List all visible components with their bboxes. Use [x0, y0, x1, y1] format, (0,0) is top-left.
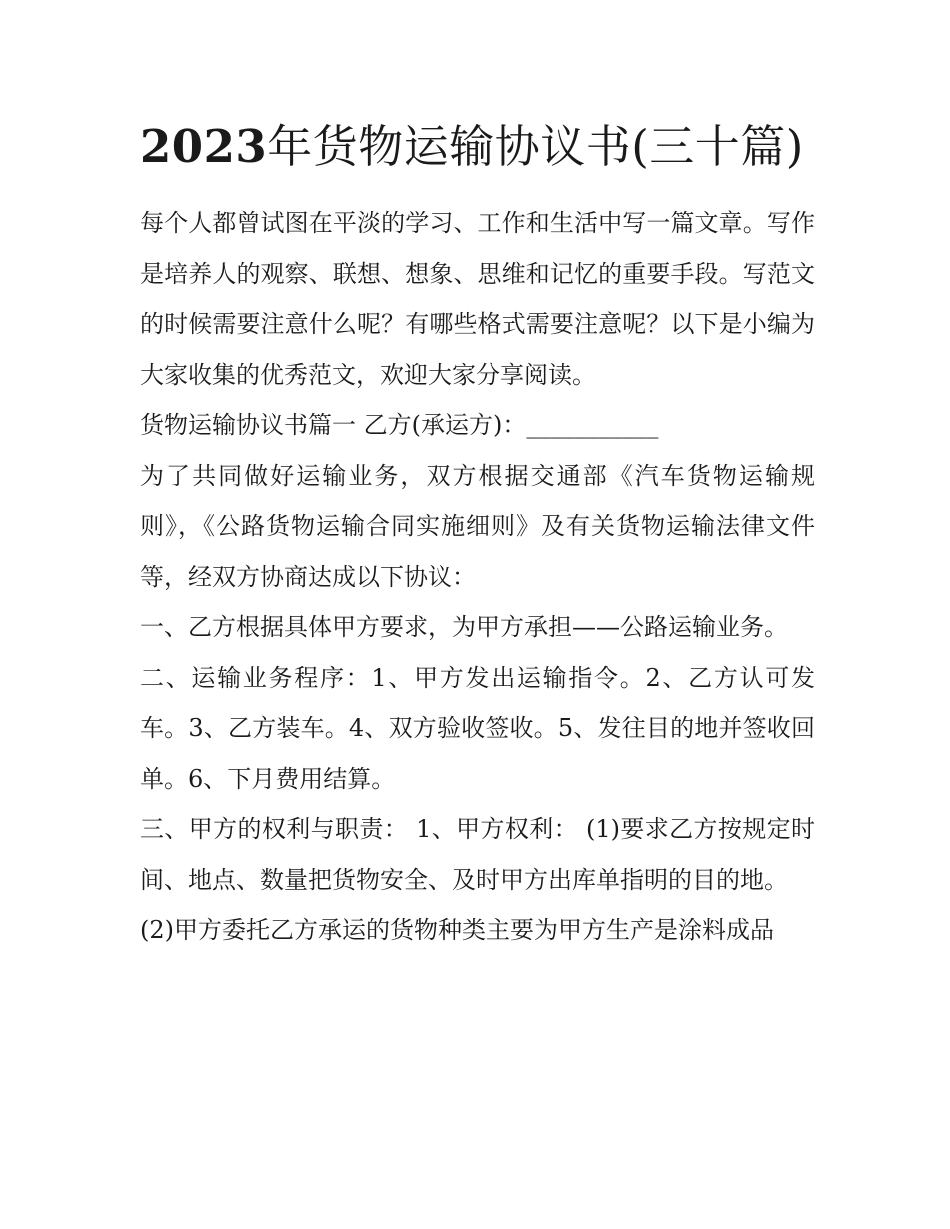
clause-two-paragraph: 二、运输业务程序：1、甲方发出运输指令。2、乙方认可发车。3、乙方装车。4、双方验收签收。5、发往目的地并签收回单。6、下月费用结算。 — [140, 663, 815, 793]
title-year: 2023 — [140, 120, 268, 173]
agreement-preamble-paragraph: 为了共同做好运输业务，双方根据交通部《汽车货物运输规则》，《公路货物运输合同实施细则》及有关货物运输法律文件等，经双方协商达成以下协议： — [140, 461, 815, 591]
document-title — [140, 108, 815, 186]
clause-one-paragraph: 一、乙方根据具体甲方要求，为甲方承担——公路运输业务。 — [140, 613, 788, 641]
clause-three-paragraph: 三、甲方的权利与职责： 1、甲方权利： (1)要求乙方按规定时间、地点、数量把货物安全、及时甲方出库单指明的目的地。 — [140, 815, 815, 894]
document-page — [140, 108, 815, 956]
clause-three-item-two-paragraph: (2)甲方委托乙方承运的货物种类主要为甲方生产是涂料成品 — [140, 916, 774, 944]
title-text: 年货物运输协议书(三十篇) — [267, 120, 804, 173]
section-heading-paragraph: 货物运输协议书篇一 乙方(承运方)：___________ — [140, 411, 659, 439]
intro-paragraph: 每个人都曾试图在平淡的学习、工作和生活中写一篇文章。写作是培养人的观察、联想、想象、思维和记忆的重要手段。写范文的时候需要注意什么呢？有哪些格式需要注意呢？以下是小编为大家收集的优秀范文，欢迎大家分享阅读。 — [140, 209, 815, 389]
